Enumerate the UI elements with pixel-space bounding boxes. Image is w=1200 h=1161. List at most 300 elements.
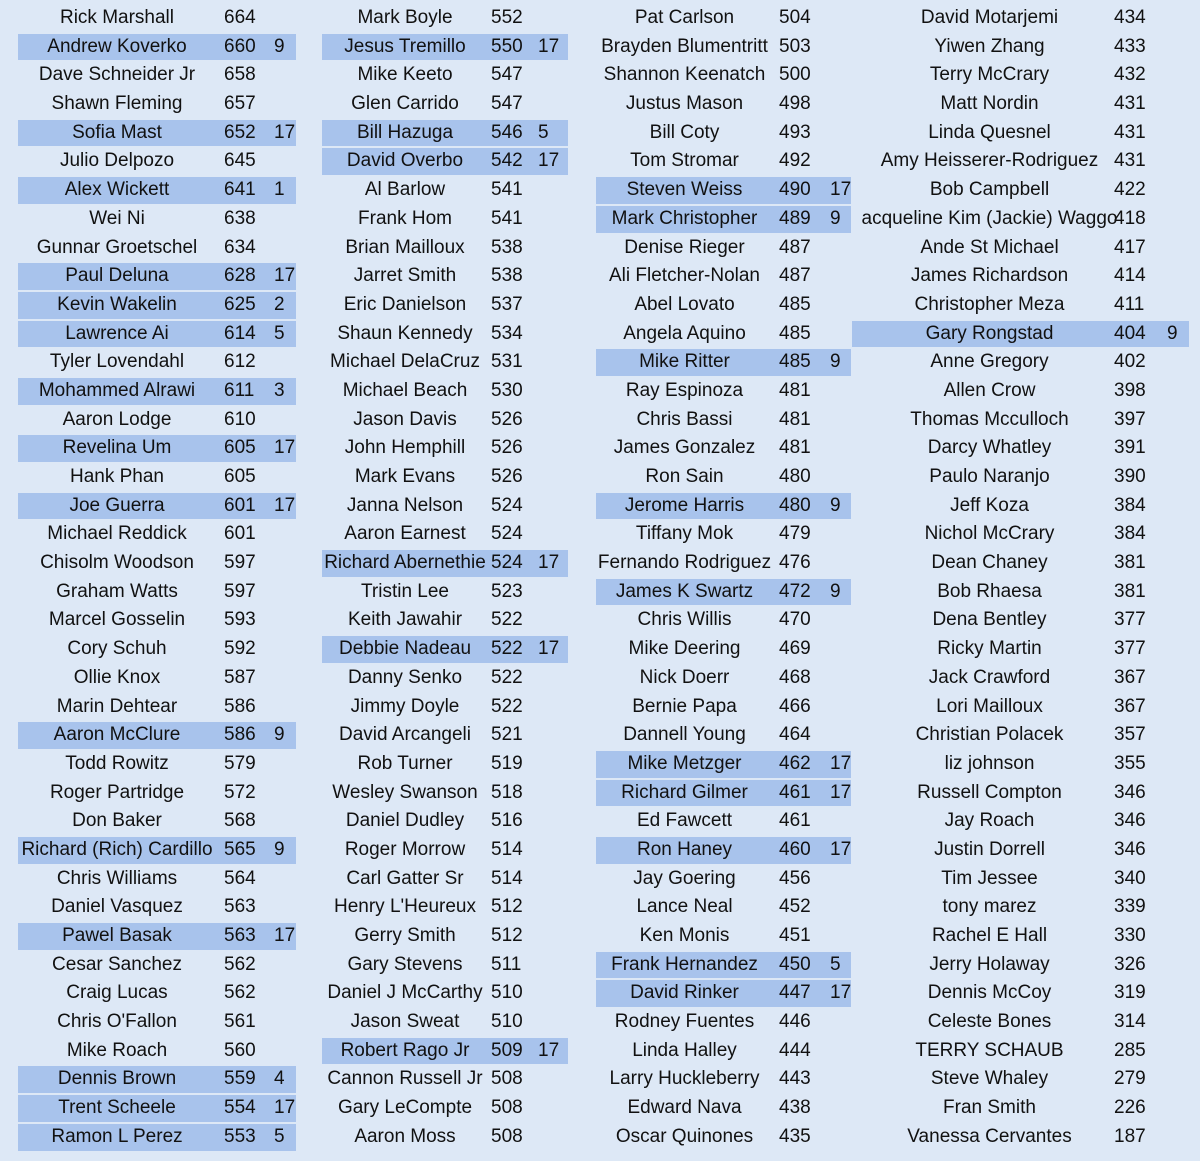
- player-group[interactable]: [1167, 893, 1197, 922]
- table-row[interactable]: [322, 836, 568, 865]
- player-name[interactable]: Robert Rago Jr: [340, 1039, 470, 1061]
- player-name[interactable]: Revelina Um: [62, 437, 172, 459]
- player-group[interactable]: [538, 434, 568, 463]
- player-group[interactable]: 9: [274, 724, 285, 746]
- player-score[interactable]: 418: [1114, 207, 1146, 229]
- player-score[interactable]: 498: [779, 93, 811, 115]
- table-row[interactable]: [322, 549, 568, 578]
- player-score[interactable]: 431: [1114, 150, 1146, 172]
- player-name[interactable]: Jack Crawford: [928, 666, 1051, 688]
- player-group[interactable]: [538, 721, 568, 750]
- table-row[interactable]: [596, 922, 851, 951]
- player-name[interactable]: Celeste Bones: [927, 1011, 1052, 1033]
- player-name[interactable]: Vanessa Cervantes: [907, 1125, 1072, 1147]
- player-name[interactable]: Sofia Mast: [72, 121, 162, 143]
- player-name[interactable]: Jerome Harris: [624, 494, 745, 516]
- player-score[interactable]: 472: [779, 580, 811, 602]
- player-group[interactable]: 3: [274, 379, 285, 401]
- player-group[interactable]: [538, 492, 568, 521]
- table-row[interactable]: [18, 750, 296, 779]
- player-group[interactable]: [1167, 61, 1197, 90]
- player-name[interactable]: Mohammed Alrawi: [38, 379, 196, 401]
- player-name[interactable]: Terry McCrary: [929, 64, 1050, 86]
- player-score[interactable]: 625: [224, 293, 256, 315]
- player-name[interactable]: Julio Delpozo: [59, 150, 175, 172]
- player-score[interactable]: 447: [779, 982, 811, 1004]
- player-score[interactable]: 514: [491, 867, 523, 889]
- player-name[interactable]: Brian Mailloux: [345, 236, 465, 258]
- player-name[interactable]: Joe Guerra: [69, 494, 165, 516]
- player-group[interactable]: [1167, 664, 1197, 693]
- player-score[interactable]: 504: [779, 7, 811, 28]
- player-score[interactable]: 384: [1114, 523, 1146, 545]
- player-group[interactable]: 17: [538, 150, 560, 172]
- player-name[interactable]: Rob Turner: [357, 752, 453, 774]
- player-score[interactable]: 377: [1114, 638, 1146, 660]
- player-score[interactable]: 660: [224, 35, 256, 57]
- player-score[interactable]: 586: [224, 724, 256, 746]
- player-score[interactable]: 514: [491, 838, 523, 860]
- player-score[interactable]: 444: [779, 1039, 811, 1061]
- player-name[interactable]: Cannon Russell Jr: [327, 1068, 483, 1090]
- player-name[interactable]: Danny Senko: [347, 666, 463, 688]
- player-group[interactable]: [274, 61, 304, 90]
- player-group[interactable]: [1167, 1094, 1197, 1123]
- player-score[interactable]: 476: [779, 552, 811, 574]
- table-row[interactable]: [18, 951, 296, 980]
- player-score[interactable]: 579: [224, 752, 256, 774]
- player-group[interactable]: 9: [830, 494, 841, 516]
- player-group[interactable]: 17: [274, 925, 296, 946]
- player-group[interactable]: [1167, 779, 1197, 808]
- player-name[interactable]: Jarret Smith: [353, 265, 457, 287]
- player-score[interactable]: 469: [779, 638, 811, 660]
- player-name[interactable]: Shaun Kennedy: [337, 322, 473, 344]
- table-row[interactable]: [596, 205, 851, 234]
- table-row[interactable]: [18, 721, 296, 750]
- player-score[interactable]: 456: [779, 867, 811, 889]
- table-row[interactable]: [852, 90, 1189, 119]
- player-group[interactable]: 17: [538, 1039, 560, 1061]
- player-name[interactable]: Aaron Lodge: [62, 408, 172, 430]
- table-row[interactable]: [596, 234, 851, 263]
- player-score[interactable]: 285: [1114, 1039, 1146, 1061]
- player-score[interactable]: 592: [224, 638, 256, 660]
- player-name[interactable]: Andrew Koverko: [47, 35, 187, 57]
- player-name[interactable]: Amy Heisserer-Rodriguez: [880, 150, 1099, 172]
- player-group[interactable]: [538, 1094, 568, 1123]
- table-row[interactable]: [18, 779, 296, 808]
- table-row[interactable]: [18, 807, 296, 836]
- player-name[interactable]: Ollie Knox: [73, 666, 161, 688]
- player-name[interactable]: Bob Rhaesa: [937, 580, 1042, 602]
- player-name[interactable]: Lance Neal: [636, 896, 733, 918]
- player-name[interactable]: Ed Fawcett: [636, 810, 733, 832]
- player-group[interactable]: 17: [274, 1097, 296, 1119]
- table-row[interactable]: [322, 664, 568, 693]
- player-group[interactable]: 17: [274, 494, 296, 516]
- player-score[interactable]: 470: [779, 609, 811, 631]
- player-name[interactable]: Chris O'Fallon: [57, 1011, 177, 1033]
- player-name[interactable]: Larry Huckleberry: [609, 1068, 760, 1090]
- player-group[interactable]: [274, 147, 304, 176]
- player-score[interactable]: 524: [491, 523, 523, 545]
- player-score[interactable]: 432: [1114, 64, 1146, 86]
- player-group[interactable]: [274, 520, 304, 549]
- player-name[interactable]: Mark Boyle: [357, 7, 453, 28]
- table-row[interactable]: [596, 291, 851, 320]
- table-row[interactable]: [322, 4, 568, 33]
- player-score[interactable]: 314: [1114, 1011, 1146, 1033]
- player-score[interactable]: 330: [1114, 925, 1146, 946]
- table-row[interactable]: [596, 893, 851, 922]
- player-name[interactable]: Ande St Michael: [920, 236, 1059, 258]
- player-name[interactable]: Dean Chaney: [931, 552, 1048, 574]
- player-score[interactable]: 537: [491, 293, 523, 315]
- player-group[interactable]: [274, 693, 304, 722]
- table-row[interactable]: [852, 664, 1189, 693]
- table-row[interactable]: [322, 578, 568, 607]
- player-name[interactable]: Chris Willis: [637, 609, 732, 631]
- table-row[interactable]: [322, 893, 568, 922]
- player-group[interactable]: [538, 664, 568, 693]
- player-name[interactable]: Trent Scheele: [58, 1097, 176, 1119]
- table-row[interactable]: [18, 520, 296, 549]
- table-row[interactable]: [852, 865, 1189, 894]
- player-score[interactable]: 526: [491, 466, 523, 487]
- player-score[interactable]: 512: [491, 896, 523, 918]
- player-group[interactable]: [538, 406, 568, 435]
- table-row[interactable]: [852, 320, 1189, 349]
- player-name[interactable]: Frank Hernandez: [611, 953, 758, 975]
- player-name[interactable]: Chisolm Woodson: [40, 552, 194, 574]
- player-score[interactable]: 523: [491, 580, 523, 602]
- player-score[interactable]: 431: [1114, 121, 1146, 143]
- table-row[interactable]: [18, 205, 296, 234]
- table-row[interactable]: [852, 492, 1189, 521]
- player-name[interactable]: Pawel Basak: [62, 925, 172, 946]
- player-group[interactable]: 9: [830, 580, 841, 602]
- player-name[interactable]: Darcy Whatley: [927, 437, 1052, 459]
- player-score[interactable]: 508: [491, 1125, 523, 1147]
- player-score[interactable]: 526: [491, 408, 523, 430]
- table-row[interactable]: [852, 291, 1189, 320]
- player-name[interactable]: Graham Watts: [56, 580, 178, 602]
- player-name[interactable]: Hank Phan: [69, 466, 164, 487]
- player-name[interactable]: Jimmy Doyle: [350, 695, 460, 717]
- table-row[interactable]: [596, 721, 851, 750]
- player-score[interactable]: 657: [224, 93, 256, 115]
- table-row[interactable]: [852, 807, 1189, 836]
- player-score[interactable]: 597: [224, 552, 256, 574]
- player-score[interactable]: 346: [1114, 838, 1146, 860]
- player-score[interactable]: 346: [1114, 810, 1146, 832]
- player-name[interactable]: Mark Evans: [354, 466, 456, 487]
- player-score[interactable]: 628: [224, 265, 256, 287]
- table-row[interactable]: [596, 176, 851, 205]
- player-group[interactable]: 2: [274, 293, 285, 315]
- player-score[interactable]: 530: [491, 379, 523, 401]
- table-row[interactable]: [852, 836, 1189, 865]
- player-group[interactable]: [1167, 1008, 1197, 1037]
- player-name[interactable]: David Rinker: [630, 982, 739, 1004]
- player-group[interactable]: [1167, 291, 1197, 320]
- player-score[interactable]: 572: [224, 781, 256, 803]
- player-group[interactable]: [274, 578, 304, 607]
- player-score[interactable]: 541: [491, 179, 523, 201]
- player-score[interactable]: 526: [491, 437, 523, 459]
- player-group[interactable]: [274, 664, 304, 693]
- table-row[interactable]: [852, 463, 1189, 492]
- player-score[interactable]: 340: [1114, 867, 1146, 889]
- player-group[interactable]: [538, 951, 568, 980]
- table-row[interactable]: [852, 1008, 1189, 1037]
- player-score[interactable]: 586: [224, 695, 256, 717]
- player-name[interactable]: Brayden Blumentritt: [601, 35, 768, 57]
- player-name[interactable]: Roger Morrow: [344, 838, 466, 860]
- player-group[interactable]: [274, 1037, 304, 1066]
- player-name[interactable]: Ken Monis: [639, 925, 730, 946]
- player-name[interactable]: Jeff Koza: [950, 494, 1029, 516]
- player-name[interactable]: Ron Haney: [636, 838, 733, 860]
- table-row[interactable]: [596, 1094, 851, 1123]
- player-group[interactable]: [538, 262, 568, 291]
- player-score[interactable]: 565: [224, 838, 256, 860]
- player-group[interactable]: [274, 463, 304, 492]
- player-name[interactable]: Carl Gatter Sr: [346, 867, 464, 889]
- player-score[interactable]: 538: [491, 265, 523, 287]
- player-group[interactable]: [274, 234, 304, 263]
- player-name[interactable]: Angela Aquino: [623, 322, 746, 344]
- player-group[interactable]: [1167, 578, 1197, 607]
- player-name[interactable]: Daniel Vasquez: [51, 896, 183, 918]
- player-group[interactable]: [1167, 33, 1197, 62]
- player-group[interactable]: 9: [830, 351, 841, 373]
- player-score[interactable]: 422: [1114, 179, 1146, 201]
- player-score[interactable]: 367: [1114, 666, 1146, 688]
- player-name[interactable]: Rodney Fuentes: [614, 1011, 755, 1033]
- table-row[interactable]: [852, 61, 1189, 90]
- player-name[interactable]: Ray Espinoza: [625, 379, 744, 401]
- table-row[interactable]: [852, 1065, 1189, 1094]
- player-score[interactable]: 521: [491, 724, 523, 746]
- player-group[interactable]: [1167, 922, 1197, 951]
- table-row[interactable]: [18, 606, 296, 635]
- player-group[interactable]: [538, 893, 568, 922]
- player-score[interactable]: 511: [491, 953, 522, 975]
- player-name[interactable]: Pat Carlson: [634, 7, 735, 28]
- player-score[interactable]: 381: [1114, 552, 1146, 574]
- player-name[interactable]: Edward Nava: [627, 1097, 742, 1119]
- player-score[interactable]: 438: [779, 1097, 811, 1119]
- table-row[interactable]: [852, 377, 1189, 406]
- player-score[interactable]: 480: [779, 466, 811, 487]
- player-group[interactable]: [274, 750, 304, 779]
- player-score[interactable]: 434: [1114, 7, 1146, 28]
- table-row[interactable]: [322, 33, 568, 62]
- player-score[interactable]: 522: [491, 695, 523, 717]
- player-group[interactable]: 17: [830, 781, 852, 803]
- player-name[interactable]: Lawrence Ai: [65, 322, 169, 344]
- player-group[interactable]: [1167, 1065, 1197, 1094]
- player-score[interactable]: 384: [1114, 494, 1146, 516]
- player-group[interactable]: [1167, 205, 1197, 234]
- table-row[interactable]: [322, 434, 568, 463]
- table-row[interactable]: [596, 377, 851, 406]
- player-name[interactable]: Shannon Keenatch: [603, 64, 766, 86]
- table-row[interactable]: [322, 234, 568, 263]
- player-score[interactable]: 460: [779, 838, 811, 860]
- table-row[interactable]: [596, 635, 851, 664]
- table-row[interactable]: [18, 865, 296, 894]
- player-score[interactable]: 562: [224, 953, 256, 975]
- player-name[interactable]: David Arcangeli: [338, 724, 472, 746]
- player-group[interactable]: [1167, 951, 1197, 980]
- player-name[interactable]: Jay Roach: [944, 810, 1035, 832]
- table-row[interactable]: [596, 750, 851, 779]
- player-name[interactable]: Fernando Rodriguez: [597, 552, 772, 574]
- table-row[interactable]: [596, 348, 851, 377]
- player-name[interactable]: TERRY SCHAUB: [915, 1039, 1064, 1061]
- player-group[interactable]: [538, 90, 568, 119]
- player-score[interactable]: 524: [491, 552, 523, 574]
- player-group[interactable]: 17: [830, 838, 852, 860]
- table-row[interactable]: [852, 234, 1189, 263]
- table-row[interactable]: [18, 463, 296, 492]
- table-row[interactable]: [18, 348, 296, 377]
- table-row[interactable]: [18, 893, 296, 922]
- player-score[interactable]: 377: [1114, 609, 1146, 631]
- table-row[interactable]: [322, 320, 568, 349]
- player-score[interactable]: 664: [224, 7, 256, 28]
- player-group[interactable]: [538, 750, 568, 779]
- player-score[interactable]: 279: [1114, 1068, 1146, 1090]
- player-name[interactable]: James Richardson: [910, 265, 1069, 287]
- player-name[interactable]: Al Barlow: [364, 179, 446, 201]
- player-group[interactable]: [1167, 721, 1197, 750]
- player-score[interactable]: 451: [779, 925, 811, 946]
- player-group[interactable]: [274, 348, 304, 377]
- player-score[interactable]: 560: [224, 1039, 256, 1061]
- table-row[interactable]: [322, 463, 568, 492]
- table-row[interactable]: [322, 693, 568, 722]
- player-score[interactable]: 431: [1114, 93, 1146, 115]
- player-group[interactable]: [538, 463, 568, 492]
- table-row[interactable]: [322, 922, 568, 951]
- player-group[interactable]: [1167, 119, 1197, 148]
- player-name[interactable]: David Overbo: [346, 150, 464, 172]
- table-row[interactable]: [596, 320, 851, 349]
- table-row[interactable]: [596, 406, 851, 435]
- table-row[interactable]: [596, 262, 851, 291]
- player-score[interactable]: 534: [491, 322, 523, 344]
- table-row[interactable]: [852, 951, 1189, 980]
- player-score[interactable]: 346: [1114, 781, 1146, 803]
- player-score[interactable]: 466: [779, 695, 811, 717]
- player-group[interactable]: [1167, 406, 1197, 435]
- player-group[interactable]: [538, 4, 568, 33]
- table-row[interactable]: [322, 147, 568, 176]
- player-score[interactable]: 450: [779, 953, 811, 975]
- table-row[interactable]: [18, 578, 296, 607]
- table-row[interactable]: [322, 61, 568, 90]
- player-name[interactable]: Mike Deering: [628, 638, 741, 660]
- player-name[interactable]: Gary LeCompte: [337, 1097, 473, 1119]
- table-row[interactable]: [322, 291, 568, 320]
- table-row[interactable]: [322, 1008, 568, 1037]
- player-score[interactable]: 479: [779, 523, 811, 545]
- player-group[interactable]: [274, 779, 304, 808]
- player-name[interactable]: Tim Jessee: [941, 867, 1038, 889]
- player-group[interactable]: [274, 406, 304, 435]
- player-score[interactable]: 634: [224, 236, 256, 258]
- table-row[interactable]: [852, 779, 1189, 808]
- table-row[interactable]: [596, 865, 851, 894]
- player-score[interactable]: 417: [1114, 236, 1146, 258]
- player-score[interactable]: 652: [224, 121, 256, 143]
- table-row[interactable]: [596, 606, 851, 635]
- player-name[interactable]: Frank Hom: [358, 207, 452, 229]
- player-name[interactable]: John Hemphill: [344, 437, 466, 459]
- player-name[interactable]: Shawn Fleming: [51, 93, 183, 115]
- table-row[interactable]: [18, 291, 296, 320]
- table-row[interactable]: [322, 1037, 568, 1066]
- table-row[interactable]: [596, 693, 851, 722]
- player-group[interactable]: [1167, 463, 1197, 492]
- player-score[interactable]: 339: [1114, 896, 1146, 918]
- player-name[interactable]: Dave Schneider Jr: [38, 64, 196, 86]
- player-name[interactable]: Cesar Sanchez: [52, 953, 182, 975]
- player-group[interactable]: [1167, 606, 1197, 635]
- player-score[interactable]: 187: [1114, 1125, 1146, 1147]
- table-row[interactable]: [596, 951, 851, 980]
- player-name[interactable]: Daniel Dudley: [345, 810, 465, 832]
- table-row[interactable]: [322, 377, 568, 406]
- player-score[interactable]: 601: [224, 523, 256, 545]
- player-score[interactable]: 554: [224, 1097, 256, 1119]
- player-group[interactable]: [538, 320, 568, 349]
- table-row[interactable]: [852, 348, 1189, 377]
- player-group[interactable]: 5: [274, 322, 285, 344]
- player-name[interactable]: Craig Lucas: [66, 982, 168, 1004]
- table-row[interactable]: [596, 520, 851, 549]
- table-row[interactable]: [322, 979, 568, 1008]
- table-row[interactable]: [18, 176, 296, 205]
- player-name[interactable]: David Motarjemi: [920, 7, 1059, 28]
- player-group[interactable]: [1167, 979, 1197, 1008]
- table-row[interactable]: [596, 90, 851, 119]
- table-row[interactable]: [322, 492, 568, 521]
- player-name[interactable]: Daniel J McCarthy: [327, 982, 483, 1004]
- player-score[interactable]: 645: [224, 150, 256, 172]
- table-row[interactable]: [322, 1065, 568, 1094]
- player-group[interactable]: 17: [274, 265, 296, 287]
- player-name[interactable]: Matt Nordin: [940, 93, 1039, 115]
- player-group[interactable]: [538, 520, 568, 549]
- player-name[interactable]: Tiffany Mok: [635, 523, 734, 545]
- table-row[interactable]: [852, 549, 1189, 578]
- player-score[interactable]: 489: [779, 207, 811, 229]
- player-group[interactable]: [274, 549, 304, 578]
- table-row[interactable]: [322, 865, 568, 894]
- player-score[interactable]: 381: [1114, 580, 1146, 602]
- player-score[interactable]: 610: [224, 408, 256, 430]
- table-row[interactable]: [322, 779, 568, 808]
- table-row[interactable]: [596, 807, 851, 836]
- player-name[interactable]: Paulo Naranjo: [929, 466, 1050, 487]
- player-name[interactable]: Tom Stromar: [630, 150, 739, 172]
- table-row[interactable]: [18, 1037, 296, 1066]
